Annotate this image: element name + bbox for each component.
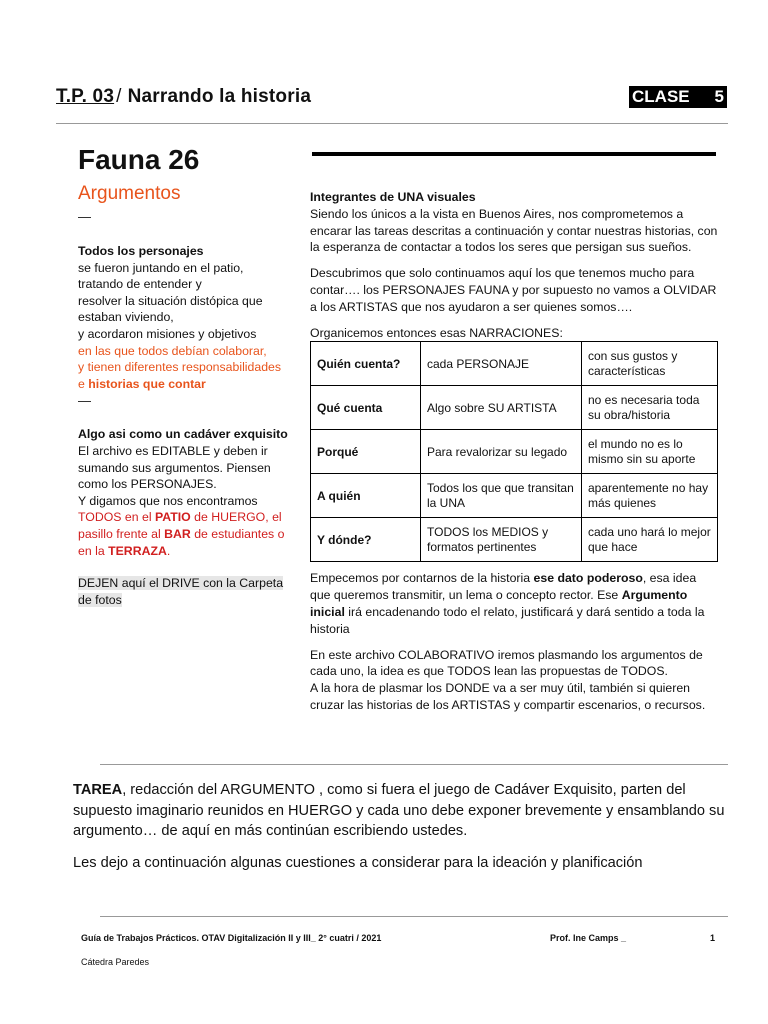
orange-bold-text: historias que contar (88, 376, 206, 391)
bold-span: ese dato poderoso (533, 571, 643, 586)
personajes-heading: Todos los personajes (78, 244, 204, 258)
header-title (56, 86, 311, 108)
footer-catedra: Cátedra Paredes (81, 957, 150, 967)
paragraph-organicemos: Organicemos entonces esas NARRACIONES: (310, 325, 563, 340)
text-span: En este archivo COLABORATIVO iremos plasmando los argumentos de cada uno, la idea es que TODOS lean las propuestas de TODOS. (310, 647, 703, 679)
text-line: Y digamos que nos encontramos (78, 493, 258, 508)
paragraph-descubrimos: Descubrimos que solo continuamos aquí los que tenemos mucho para contar…. los PERSONAJES FAUNA y por supuesto no vamos a OLVIDAR a los ARTISTAS que nos ayudaron a ser quienes somos…. (310, 266, 717, 314)
table-cell: el mundo no es lo mismo sin su aporte (582, 430, 718, 474)
orange-line: y tienen diferentes responsabilidades (78, 360, 282, 375)
integrantes-heading: Integrantes de UNA visuales (310, 190, 476, 204)
em-dash: — (78, 393, 91, 409)
cadaver-heading: Algo asi como un cadáver exquisito (78, 427, 288, 442)
orange-line: en las que todos debían colaborar, (78, 343, 267, 358)
header-divider (56, 123, 728, 124)
table-cell: no es necesaria toda su obra/historia (582, 386, 718, 430)
table-row (311, 386, 718, 430)
tarea-section (73, 780, 733, 884)
narraciones-table (310, 341, 718, 562)
clase-number: 5 (714, 87, 724, 106)
drive-link-text[interactable]: DEJEN aquí el DRIVE con la Carpeta de fotos (78, 576, 284, 607)
clase-badge (629, 86, 727, 108)
text-span: irá encadenando todo el relato, justificará y dará sentido a toda la historia (310, 604, 705, 636)
table-cell: Todos los que que transitan la UNA (421, 474, 582, 518)
table-question-cell: Qué cuenta (311, 386, 421, 430)
bold-span: Argumento inicial (310, 588, 688, 619)
text-span: , esa idea que queremos transmitir, un lema o concepto rector. Ese (310, 571, 697, 603)
tarea-paragraph-2: Les dejo a continuación algunas cuestiones a considerar para la ideación y planificación (73, 854, 643, 871)
footer-divider (100, 916, 728, 917)
paragraph-personajes (78, 243, 300, 408)
table-question-cell: Quién cuenta? (311, 342, 421, 386)
text-line: se fueron juntando en el patio, (78, 260, 244, 275)
right-column (310, 189, 720, 723)
page-number: 1 (710, 933, 716, 943)
orange-text: e (78, 376, 89, 391)
text-line: y acordaron misiones y objetivos (78, 326, 257, 341)
footer-guide: Guía de Trabajos Prácticos. OTAV Digitalización II y III_ 2° cuatri / 2021 (81, 933, 382, 943)
table-row (311, 474, 718, 518)
table-cell: TODOS los MEDIOS y formatos pertinentes (421, 518, 582, 562)
doc-title: Fauna 26 (78, 144, 200, 175)
table-cell: Para revalorizar su legado (421, 430, 582, 474)
tp-title: Narrando la historia (127, 86, 312, 107)
red-bold-text: TERRAZA (108, 543, 167, 558)
paragraph-colaborativo (310, 647, 720, 714)
red-bold-text: BAR (164, 526, 191, 541)
doc-subtitle: Argumentos (78, 183, 181, 204)
text-line: resolver la situación distópica que estaban viviendo, (78, 293, 263, 325)
table-question-cell: Porqué (311, 430, 421, 474)
table-cell: Algo sobre SU ARTISTA (421, 386, 582, 430)
left-column (78, 210, 300, 608)
table-question-cell: A quién (311, 474, 421, 518)
table-cell: aparentemente no hay más quienes (582, 474, 718, 518)
red-text: TODOS en el (78, 510, 155, 525)
tarea-divider (100, 764, 728, 765)
paragraph-empecemos (310, 570, 720, 637)
tarea-label: TAREA (73, 782, 123, 798)
red-text: de estudiantes o en la (78, 526, 285, 558)
table-cell: cada PERSONAJE (421, 342, 582, 386)
table-cell: con sus gustos y características (582, 342, 718, 386)
paragraph-intro: Siendo los únicos a la vista en Buenos Aires, nos comprometemos a encarar las tareas descritas a continuación y contar nuestras historias, con la esperanza de contactar a todos los seres que persigan sus sueños. (310, 206, 718, 255)
table-row (311, 342, 718, 386)
table-cell: cada uno hará lo mejor que hace (582, 518, 718, 562)
table-question-cell: Y dónde? (311, 518, 421, 562)
red-bold-text: PATIO (155, 510, 191, 525)
section-rule (312, 152, 716, 156)
table-row (311, 518, 718, 562)
red-text: de HUERGO, el pasillo frente al (78, 510, 282, 541)
paragraph-cadaver (78, 426, 300, 559)
tarea-text: , redacción del ARGUMENTO , como si fuera el juego de Cadáver Exquisito, parten del supuesto imaginario reunidos en HUERGO y cada uno debe exponer brevemente y ensamblando su argumento… de aquí en más continúan escribiendo ustedes. (73, 782, 725, 839)
clase-label: CLASE (632, 87, 690, 106)
text-line: tratando de entender y (78, 277, 202, 292)
red-text: . (166, 543, 171, 558)
text-span: Empecemos por contarnos de la historia (310, 571, 534, 586)
em-dash: — (78, 209, 91, 224)
tp-number: T.P. 03 (56, 86, 115, 107)
text-line: El archivo es EDITABLE y deben ir sumando sus argumentos. Piensen como los PERSONAJES. (78, 443, 271, 492)
header-slash: / (116, 86, 122, 107)
table-row (311, 430, 718, 474)
tarea-paragraph (73, 780, 733, 842)
text-span: A la hora de plasmar los DONDE va a ser muy útil, también si quieren cruzar las historias de los ARTISTAS y compartir escenarios, o recursos. (310, 681, 706, 712)
footer-prof: Prof. Ine Camps _ (550, 933, 627, 943)
